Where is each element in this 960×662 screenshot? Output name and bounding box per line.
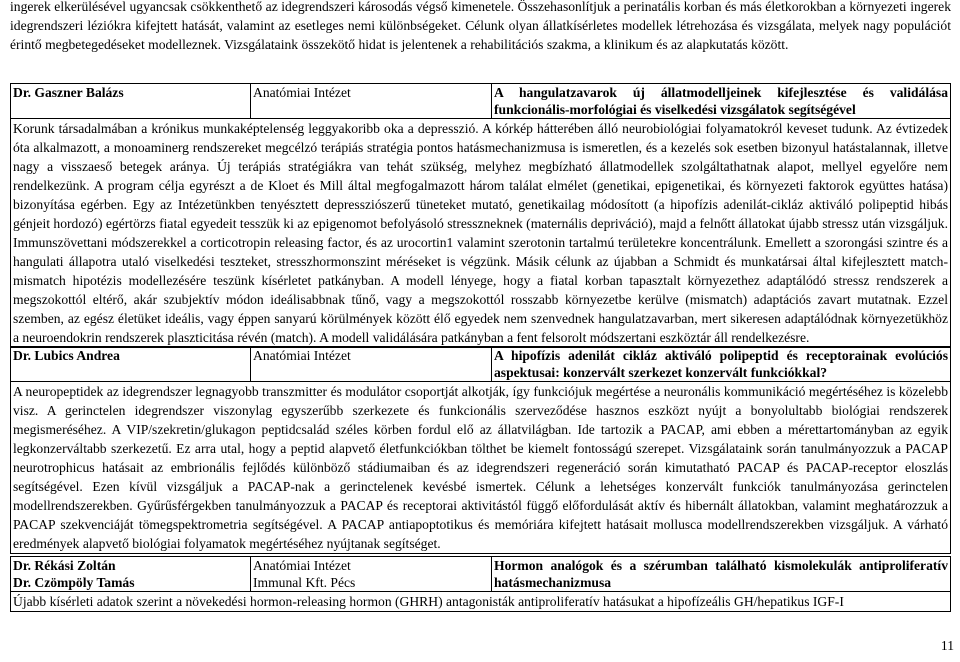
project-table [10, 346, 951, 554]
researcher-name: Dr. Lubics Andrea [11, 347, 251, 382]
page-number: 11 [940, 638, 954, 653]
project-entry [10, 346, 951, 554]
project-entry [10, 556, 951, 612]
intro-text: ingerek elkerülésével ugyancsak csökkenthető az idegrendszeri károsodás végső kimenetele. Összehasonlítjuk a perinatális korban és más életkorokban a környezeti ingerek idegrendszeri léziókra kifejtett hatását, valamint az esetleges nemi különbségeket. Célunk olyan állatkísérletes modellek létrehozása és vizsgálata, melyek nagy populációt érintő megbetegedéseket modelleznek. Vizsgálataink összekötő hidat is jelentenek a rehabilitációs szakma, a klinikum és az alapkutatás között. [10, 0, 951, 53]
project-title: A hipofízis adenilát cikláz aktiváló polipeptid és receptorainak evolúciós aspektusai: konzervált szerkezet konzervált funkciókkal? [492, 347, 951, 382]
researcher-name: Dr. Rékási Zoltán [13, 558, 116, 573]
project-title: A hangulatzavarok új állatmodelljeinek kifejlesztése és validálása funkcionális-morfológiai és viselkedési vizsgálatok segítségével [492, 84, 951, 119]
project-table [10, 556, 951, 612]
institute-names [251, 557, 492, 592]
project-description: Újabb kísérleti adatok szerint a növekedési hormon-releasing hormon (GHRH) antagonisták antiproliferatív hatásukat a hipofízeális GH/hepatikus IGF-I [11, 592, 951, 612]
institute-name: Anatómiai Intézet [251, 84, 492, 119]
project-header-row [11, 347, 951, 382]
researcher-name: Dr. Czömpöly Tamás [13, 575, 135, 590]
project-header-row [11, 84, 951, 119]
project-title: Hormon analógok és a szérumban található kismolekulák antiproliferatív hatásmechanizmusa [492, 557, 951, 592]
researcher-name: Dr. Gaszner Balázs [11, 84, 251, 119]
project-description: A neuropeptidek az idegrendszer legnagyobb transzmitter és modulátor csoportját alkotják, így funkciójuk megértése a neuronális kommunikáció megértéséhez is közelebb visz. A gerinctelen idegrendszer viszonylag egyszerűbb szerkezete és funkcionális szerveződése hasznos eszközt nyújt a bonyolultabb biológiai rendszerek megismeréséhez. A VIP/szekretin/glukagon peptidcsalád széles körben fordul elő az állatvilágban. Ide tartozik a PACAP, ami ebben a mérettartományban az egyik legkonzerváltabb szerkezetű. Ez arra utal, hogy a peptid alapvető életfunkciókban tölthet be kiemelt fontosságú szerepet. Vizsgálataink során tanulmányozzuk a PACAP neurotrophicus hatásait az embrionális fejlődés különböző stádiumaiban és az idegrendszeri regeneráció során kimutatható PACAP és PACAP-receptor eloszlás segítségével. Ezen kívül vizsgáljuk a PACAP-nak a gerinctelenek kevésbé ismertek. Célunk a lehetséges konzervált funkciók tanulmányozása gerinctelen modellrendszerekben. Gyűrűsférgekben tanulmányozzuk a PACAP és receptorai aktivitástól függő előfordulását aktív és hibernált állatokban, valamint meghatározzuk a PACAP szekvenciáját tömegspektrometria segítségével. A PACAP antiapoptotikus és memóriára kifejtett hatásait mollusca modellrendszerekben vizsgáljuk. A várható eredmények alapvető biológiai folyamatok megértéséhez nyújtanak segítséget. [11, 382, 951, 554]
institute-name: Anatómiai Intézet [253, 558, 351, 573]
project-body-row [11, 382, 951, 554]
institute-name: Immunal Kft. Pécs [253, 575, 356, 590]
project-body-row [11, 119, 951, 348]
intro-paragraph [10, 0, 951, 55]
institute-name: Anatómiai Intézet [251, 347, 492, 382]
project-table [10, 83, 951, 348]
project-header-row [11, 557, 951, 592]
project-body-row [11, 592, 951, 612]
project-description: Korunk társadalmában a krónikus munkaképtelenség leggyakoribb oka a depresszió. A kórkép hátterében álló neurobiológiai folyamatokról keveset tudunk. Az évtizedek óta alkalmazott, a monoaminerg rendszereket megcélzó terápiás stratégia pontos hatásmechanizmusa is ismeretlen, és a kezelés sok esetben bizonyul hatástalannak, illetve nagy a visszaeső betegek aránya. Új terápiás stratégiákra van tehát szükség, melyhez megbízható állatmodellek szolgáltathatnak alapot, mellyel egyelőre nem rendelkezünk. A program célja egyrészt a de Kloet és Mill által megfogalmazott három találat elmélet (genetikai, epigenetikai, és környezeti faktorok együttes hatása) bizonyítása egérben. Egy az Intézetünkben tenyésztett depressziószerű tüneteket mutató, genetikailag módosított (a hipofízis adenilát-cikláz aktiváló polipeptid hibás génjeit hordozó) egértörzs fiatal egyedeit tesszük ki az epigenomot befolyásoló stresszneknek (maternális depriváció), majd a felnőtt állatokat újabb stressz után vizsgáljuk. Immunszövettani módszerekkel a corticotropin releasing factor, és az urocortin1 valamint szerotonin tartalmú területekre koncentrálunk. Emellett a szorongási szintre és a hangulati állapotra utaló viselkedési teszteket, stresszhormonszint méréseket is végzünk. Másik célunk az újabban a Schmidt és munkatársai által kifejlesztett match-mismatch hipotézis modellezésére teszünk kísérletet patkányban. A modell lényege, hogy a fiatal korban tapasztalt környezethez adaptálódó stressz rendszerek a megszokottól eltérő, akár szubjektív módon ideálisabbnak tűnő, vagy a megszokottól rosszabb környezetbe kerülve (mismatch) adaptációs zavart mutatnak. Ezzel szemben, az egész életüket ideális, vagy éppen sanyarú körülmények között élő egyedek nem szenvednek hangulatzavarban, mert sikeresen adaptálódnak környezetükhöz a neuroendokrin rendszerek plaszticitása révén (match). A modell validálására patkányban a fent felsorolt módszertani eszköztár áll rendelkezésre. [11, 119, 951, 348]
project-entry [10, 83, 951, 348]
researcher-names [11, 557, 251, 592]
